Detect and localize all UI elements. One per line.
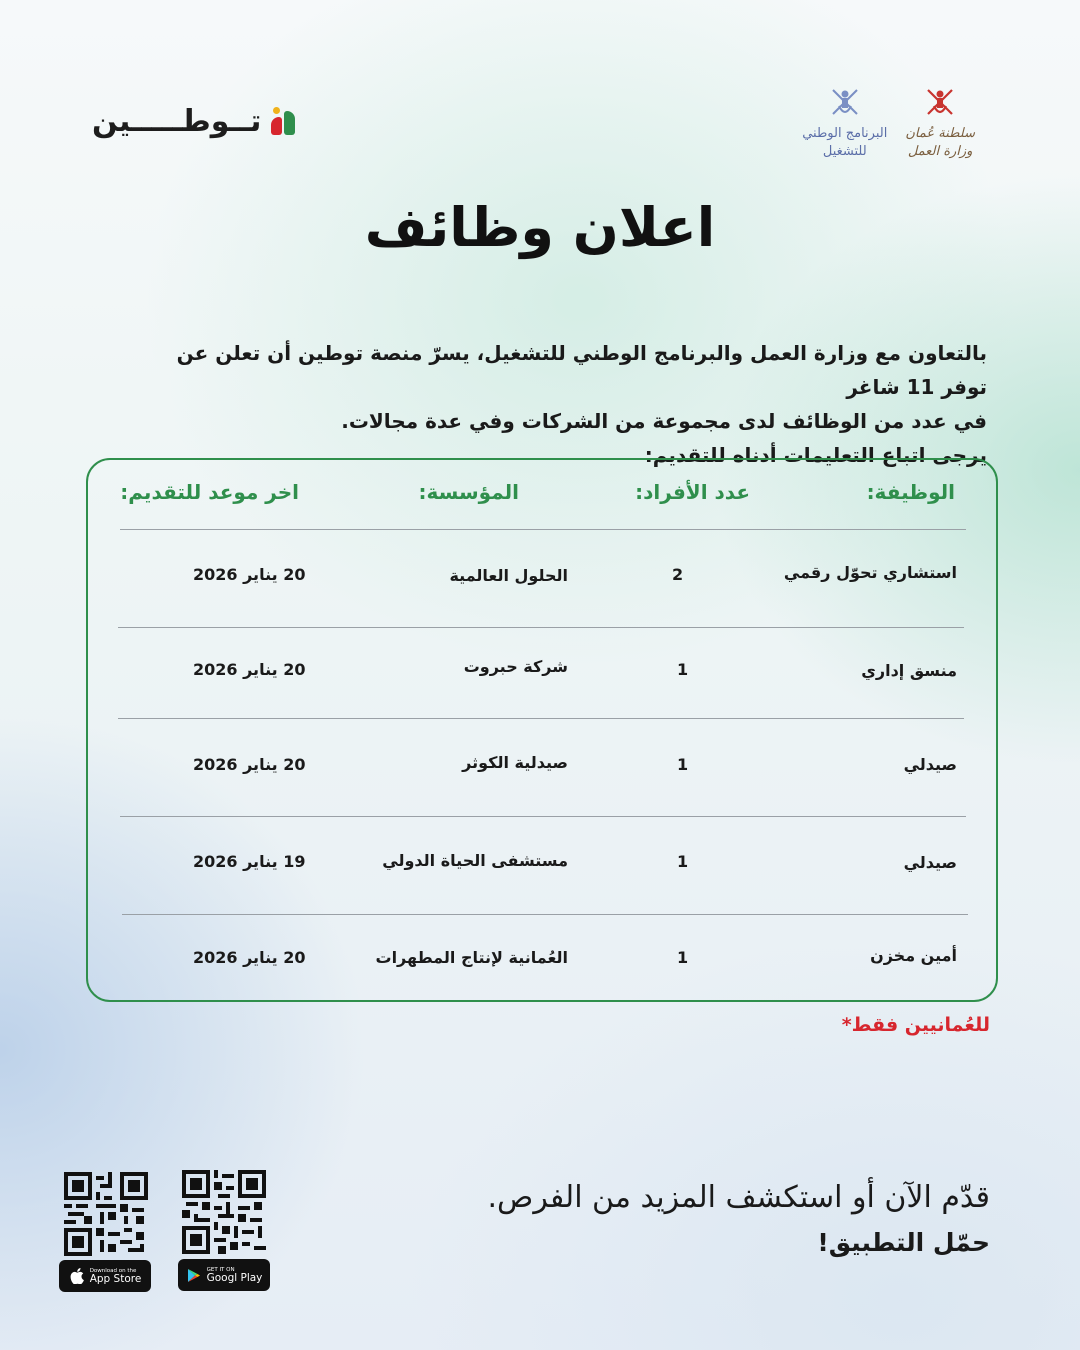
table-cell-job: أمين مخزن — [870, 946, 957, 965]
table-cell-count: 1 — [677, 852, 689, 871]
partner-logos — [802, 84, 975, 160]
table-cell-org: الحلول العالمية — [449, 566, 568, 585]
apple-icon — [69, 1268, 85, 1284]
table-cell-org: مستشفى الحياة الدولي — [382, 851, 568, 870]
table-cell-deadline: 19 يناير 2026 — [193, 852, 306, 871]
brand-name: تــوطـــــين — [92, 104, 262, 139]
app-store-qr-icon[interactable] — [64, 1172, 148, 1256]
table-divider — [118, 627, 964, 628]
page-title: اعلان وظائف — [364, 196, 716, 259]
intro-line-3: يرجى اتباع التعليمات أدناه للتقديم: — [644, 443, 987, 467]
header-job: الوظيفة: — [866, 480, 955, 504]
omanis-only-note: للعُمانيين فقط* — [841, 1014, 990, 1036]
table-cell-deadline: 20 يناير 2026 — [193, 948, 306, 967]
table-cell-deadline: 20 يناير 2026 — [193, 660, 306, 679]
intro-text — [127, 336, 987, 472]
table-cell-job: صيدلي — [903, 755, 957, 774]
jobs-table-card — [86, 458, 998, 1002]
app-store-big-text: App Store — [89, 1272, 142, 1285]
cta-download-text: حمّل التطبيق! — [817, 1228, 990, 1257]
app-store-small-text: Download on the — [89, 1267, 137, 1274]
npe-name-line1: البرنامج الوطني — [802, 126, 888, 141]
table-cell-count: 1 — [677, 660, 689, 679]
google-play-big-text: Googl Play — [206, 1271, 263, 1284]
header-count: عدد الأفراد: — [635, 480, 750, 504]
npe-logo — [802, 84, 887, 160]
table-divider — [120, 529, 966, 530]
table-cell-deadline: 20 يناير 2026 — [193, 755, 306, 774]
table-cell-job: منسق إداري — [861, 661, 957, 680]
google-play-icon — [186, 1267, 202, 1283]
mol-name-line2: وزارة العمل — [907, 144, 973, 159]
header-org: المؤسسة: — [418, 480, 519, 504]
header-deadline: اخر موعد للتقديم: — [120, 480, 299, 504]
mol-name-line1: سلطنة عُمان — [905, 126, 975, 141]
table-divider — [118, 718, 964, 719]
table-divider — [122, 914, 968, 915]
table-cell-count: 1 — [677, 755, 689, 774]
table-divider — [120, 816, 966, 817]
npe-name-line2: للتشغيل — [822, 144, 867, 159]
app-store-button[interactable] — [59, 1260, 151, 1292]
table-cell-count: 2 — [672, 565, 684, 584]
table-cell-org: شركة حبروت — [463, 657, 568, 676]
google-play-button[interactable] — [178, 1259, 270, 1291]
table-cell-org: صيدلية الكوثر — [462, 753, 568, 772]
npe-emblem-icon — [825, 84, 865, 124]
table-cell-count: 1 — [677, 948, 689, 967]
google-play-qr-icon[interactable] — [182, 1170, 266, 1254]
tawteen-mark-icon — [269, 107, 295, 137]
table-cell-job: صيدلي — [903, 853, 957, 872]
cta-apply-text: قدّم الآن أو استكشف المزيد من الفرص. — [487, 1180, 990, 1215]
intro-line-1: بالتعاون مع وزارة العمل والبرنامج الوطني للتشغيل، يسرّ منصة توطين أن تعلن عن توفر 11 شاغر — [176, 341, 987, 399]
google-play-small-text: GET IT ON — [206, 1266, 235, 1273]
ministry-of-labour-logo — [905, 84, 975, 160]
table-cell-deadline: 20 يناير 2026 — [193, 565, 306, 584]
oman-emblem-icon — [920, 84, 960, 124]
intro-line-2: في عدد من الوظائف لدى مجموعة من الشركات وفي عدة مجالات. — [341, 409, 987, 433]
table-cell-org: العُمانية لإنتاج المطهرات — [375, 948, 568, 967]
table-cell-job: استشاري تحوّل رقمي — [783, 563, 957, 582]
tawteen-logo — [92, 104, 295, 139]
